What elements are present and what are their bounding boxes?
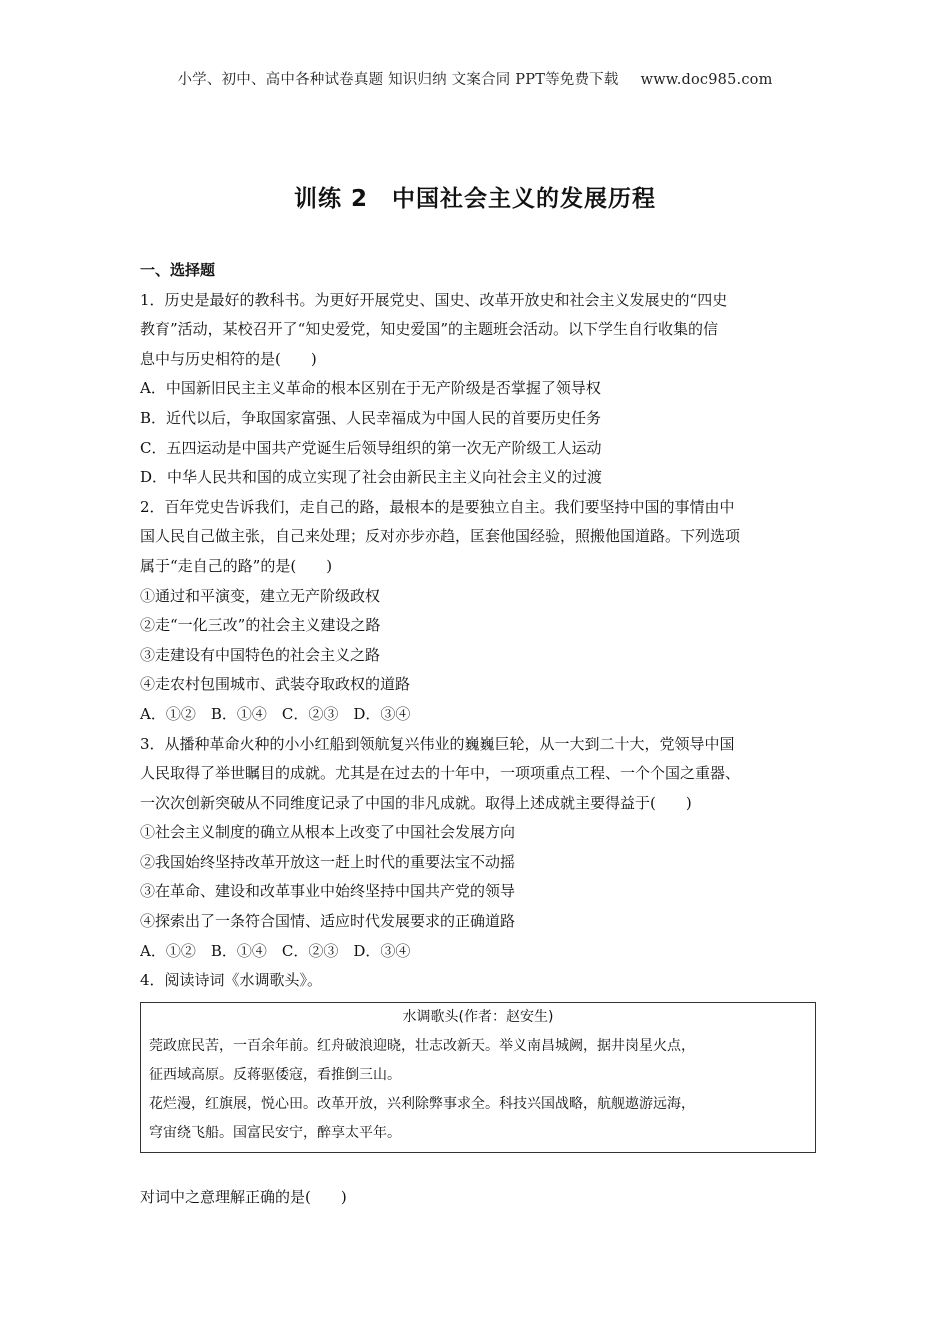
header-site: www.doc985.com <box>640 72 773 88</box>
statement-item: ③在革命、建设和改革事业中始终坚持中国共产党的领导 <box>140 882 516 901</box>
question-text-line: 国人民自己做主张，自己来处理；反对亦步亦趋，匡套他国经验，照搬他国道路。下列选项 <box>140 527 741 546</box>
statement-item: ①通过和平演变，建立无产阶级政权 <box>140 586 381 605</box>
statement-item: ④探索出了一条符合国情、适应时代发展要求的正确道路 <box>140 912 516 931</box>
question-text-line: 一次次创新突破从不同维度记录了中国的非凡成就。取得上述成就主要得益于( ) <box>140 793 692 812</box>
header-text: 小学、初中、高中各种试卷真题 知识归纳 文案合同 PPT等免费下载 <box>177 72 619 88</box>
question-text-line: 息中与历史相符的是( ) <box>140 349 317 368</box>
question-4 <box>140 966 816 1212</box>
poem-line: 莞政庶民苦，一百余年前。红舟破浪迎晓，壮志改新天。举义南昌城阙，据井岗星火点， <box>149 1037 695 1054</box>
option-a: A．中国新旧民主主义革命的根本区别在于无产阶级是否掌握了领导权 <box>140 379 601 398</box>
answer-options: A．①② B．①④ C．②③ D．③④ <box>140 704 411 723</box>
statement-item: ③走建设有中国特色的社会主义之路 <box>140 645 381 664</box>
section-heading: 一、选择题 <box>140 261 216 279</box>
poem-box <box>140 1002 816 1153</box>
page-header <box>0 68 950 89</box>
poem-line: 穹宙绕飞船。国富民安宁，醉享太平年。 <box>149 1124 401 1141</box>
question-text-line: 属于“走自己的路”的是( ) <box>140 556 333 575</box>
option-b: B．近代以后，争取国家富强、人民幸福成为中国人民的首要历史任务 <box>140 408 602 427</box>
question-1 <box>140 286 816 493</box>
statement-item: ②走“一化三改”的社会主义建设之路 <box>140 616 381 635</box>
answer-options: A．①② B．①④ C．②③ D．③④ <box>140 941 411 960</box>
question-text-line: 教育”活动，某校召开了“知史爱党，知史爱国”的主题班会活动。以下学生自行收集的信 <box>140 320 719 339</box>
option-c: C．五四运动是中国共产党诞生后领导组织的第一次无产阶级工人运动 <box>140 438 602 457</box>
question-3 <box>140 730 816 967</box>
question-text-line: 人民取得了举世瞩目的成就。尤其是在过去的十年中，一项项重点工程、一个个国之重器、 <box>140 764 741 783</box>
poem-line: 花烂漫，红旗展，悦心田。改革开放，兴利除弊事求全。科技兴国战略，航舰遨游远海， <box>149 1095 695 1112</box>
question-text-line: 对词中之意理解正确的是( ) <box>140 1187 347 1206</box>
statement-item: ①社会主义制度的确立从根本上改变了中国社会发展方向 <box>140 823 516 842</box>
statement-item: ②我国始终坚持改革开放这一赶上时代的重要法宝不动摇 <box>140 852 516 871</box>
page-title: 训练 2 中国社会主义的发展历程 <box>293 186 656 212</box>
poem-line: 征西域高原。反蒋驱倭寇，看推倒三山。 <box>149 1066 401 1083</box>
question-text-line: 3．从播种革命火种的小小红船到领航复兴伟业的巍巍巨轮，从一大到二十大，党领导中国 <box>140 734 735 753</box>
option-d: D．中华人民共和国的成立实现了社会由新民主主义向社会主义的过渡 <box>140 468 603 487</box>
question-text-line: 1．历史是最好的教科书。为更好开展党史、国史、改革开放史和社会主义发展史的“四史 <box>140 290 728 309</box>
question-text-line: 4．阅读诗词《水调歌头》。 <box>140 971 323 990</box>
question-2 <box>140 493 816 730</box>
document-body <box>140 256 816 1212</box>
poem-title: 水调歌头(作者：赵安生) <box>402 1008 554 1025</box>
question-text-line: 2．百年党史告诉我们，走自己的路，最根本的是要独立自主。我们要坚持中国的事情由中 <box>140 497 735 516</box>
statement-item: ④走农村包围城市、武装夺取政权的道路 <box>140 675 411 694</box>
